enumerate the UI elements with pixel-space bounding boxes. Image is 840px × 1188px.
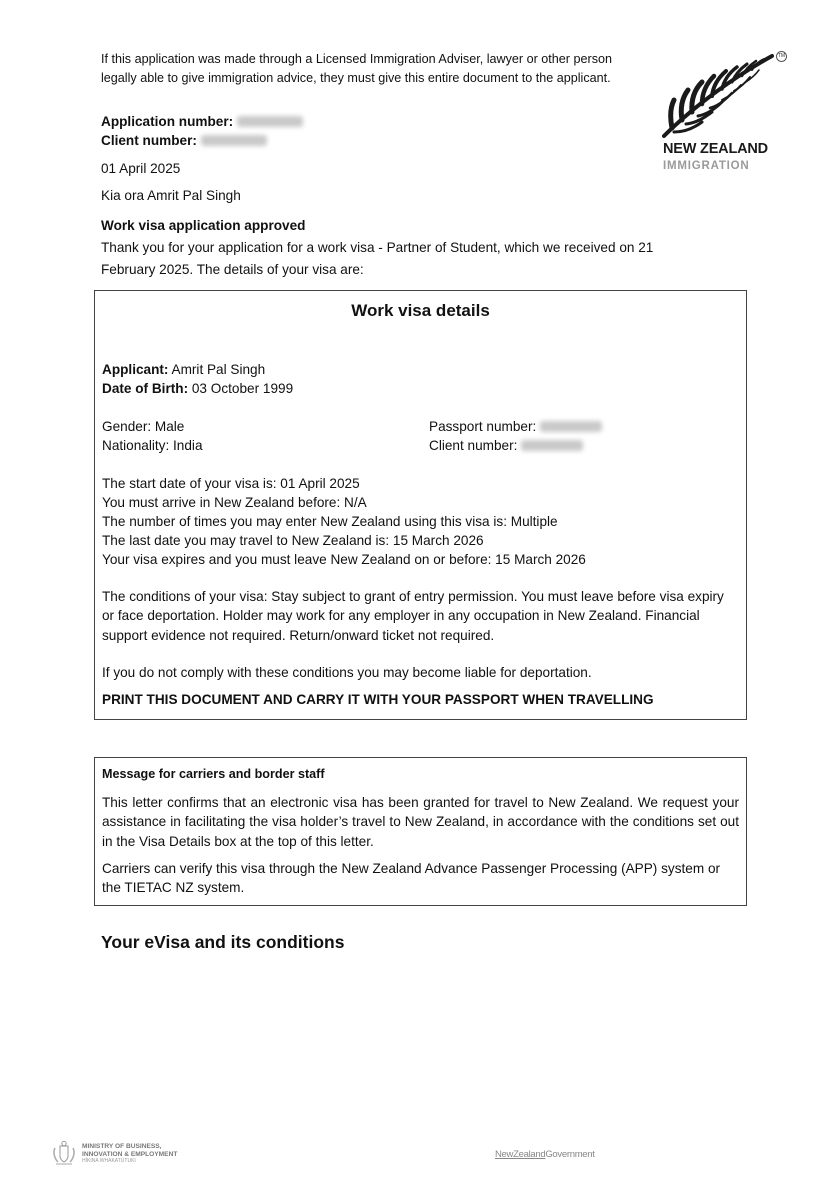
mbie-line-3: HĪKINA WHAKATUTUKI bbox=[82, 1158, 136, 1164]
nationality: Nationality: India bbox=[102, 438, 203, 453]
letter-date: 01 April 2025 bbox=[101, 161, 181, 176]
redacted-client-number bbox=[201, 135, 267, 146]
approval-title: Work visa application approved bbox=[101, 218, 306, 233]
logo-subtitle: IMMIGRATION bbox=[663, 160, 750, 172]
mbie-line-2: INNOVATION & EMPLOYMENT bbox=[82, 1150, 178, 1158]
carriers-para-1: This letter confirms that an electronic visa has been granted for travel to New Zealand. We request your assistance in facilitating the visa holder’s travel to New Zealand, in accordance with the conditions set out in the Visa Details box at the top of this letter. bbox=[102, 795, 739, 849]
approval-text: Thank you for your application for a work visa - Partner of Student, which we received on 21 February 2025. The details of your visa are: bbox=[101, 240, 654, 277]
gov-part-2: Government bbox=[545, 1149, 595, 1160]
applicant-line: Applicant: Amrit Pal Singh bbox=[102, 362, 266, 377]
evisa-heading: Your eVisa and its conditions bbox=[101, 932, 345, 952]
carriers-para-2: Carriers can verify this visa through the New Zealand Advance Passenger Processing (APP) system or the TIETAC NZ system. bbox=[102, 861, 721, 896]
mbie-logo bbox=[52, 1140, 232, 1170]
print-notice: PRINT THIS DOCUMENT AND CARRY IT WITH YOUR PASSPORT WHEN TRAVELLING bbox=[102, 692, 654, 707]
visa-line-last-travel: The last date you may travel to New Zealand is: 15 March 2026 bbox=[102, 533, 484, 548]
dob-line: Date of Birth: 03 October 1999 bbox=[102, 381, 294, 396]
application-number: Application number: bbox=[101, 112, 303, 131]
visa-details-title: Work visa details bbox=[351, 301, 490, 320]
silver-fern-icon bbox=[662, 48, 792, 178]
greeting: Kia ora Amrit Pal Singh bbox=[101, 188, 241, 203]
nz-government-logo bbox=[495, 1149, 595, 1160]
carriers-box bbox=[94, 757, 747, 906]
passport-number: Passport number: bbox=[429, 417, 602, 436]
visa-line-expiry: Your visa expires and you must leave New Zealand on or before: 15 March 2026 bbox=[102, 552, 586, 567]
gov-part-1: NewZealand bbox=[495, 1149, 546, 1160]
trademark-icon: TM bbox=[776, 51, 787, 62]
visa-line-start: The start date of your visa is: 01 April 2025 bbox=[102, 476, 360, 491]
carriers-title: Message for carriers and border staff bbox=[102, 767, 325, 781]
deportation-warning: If you do not comply with these conditions you may become liable for deportation. bbox=[102, 665, 592, 680]
intro-text: If this application was made through a Licensed Immigration Adviser, lawyer or other person legally able to give immigration advice, they must give this entire document to the applicant. bbox=[101, 52, 613, 85]
mbie-line-1: MINISTRY OF BUSINESS, bbox=[82, 1143, 162, 1150]
visa-line-arrive: You must arrive in New Zealand before: N/A bbox=[102, 495, 367, 510]
coat-of-arms-icon bbox=[52, 1140, 76, 1166]
logo-title: NEW ZEALAND bbox=[663, 141, 768, 157]
gender: Gender: Male bbox=[102, 419, 185, 434]
visa-conditions: The conditions of your visa: Stay subject to grant of entry permission. You must leave before visa expiry or face deportation. Holder may work for any employer in any occupation in New Zealand. Financial support evidence not required. Return/onward ticket not required. bbox=[102, 589, 724, 643]
client-number-box: Client number: bbox=[429, 436, 583, 455]
client-number: Client number: bbox=[101, 131, 267, 150]
visa-line-entries: The number of times you may enter New Zealand using this visa is: Multiple bbox=[102, 514, 558, 529]
redacted-application-number bbox=[237, 116, 303, 127]
redacted-client-number-box bbox=[521, 440, 583, 451]
visa-details-box bbox=[94, 290, 747, 720]
redacted-passport-number bbox=[540, 421, 602, 432]
